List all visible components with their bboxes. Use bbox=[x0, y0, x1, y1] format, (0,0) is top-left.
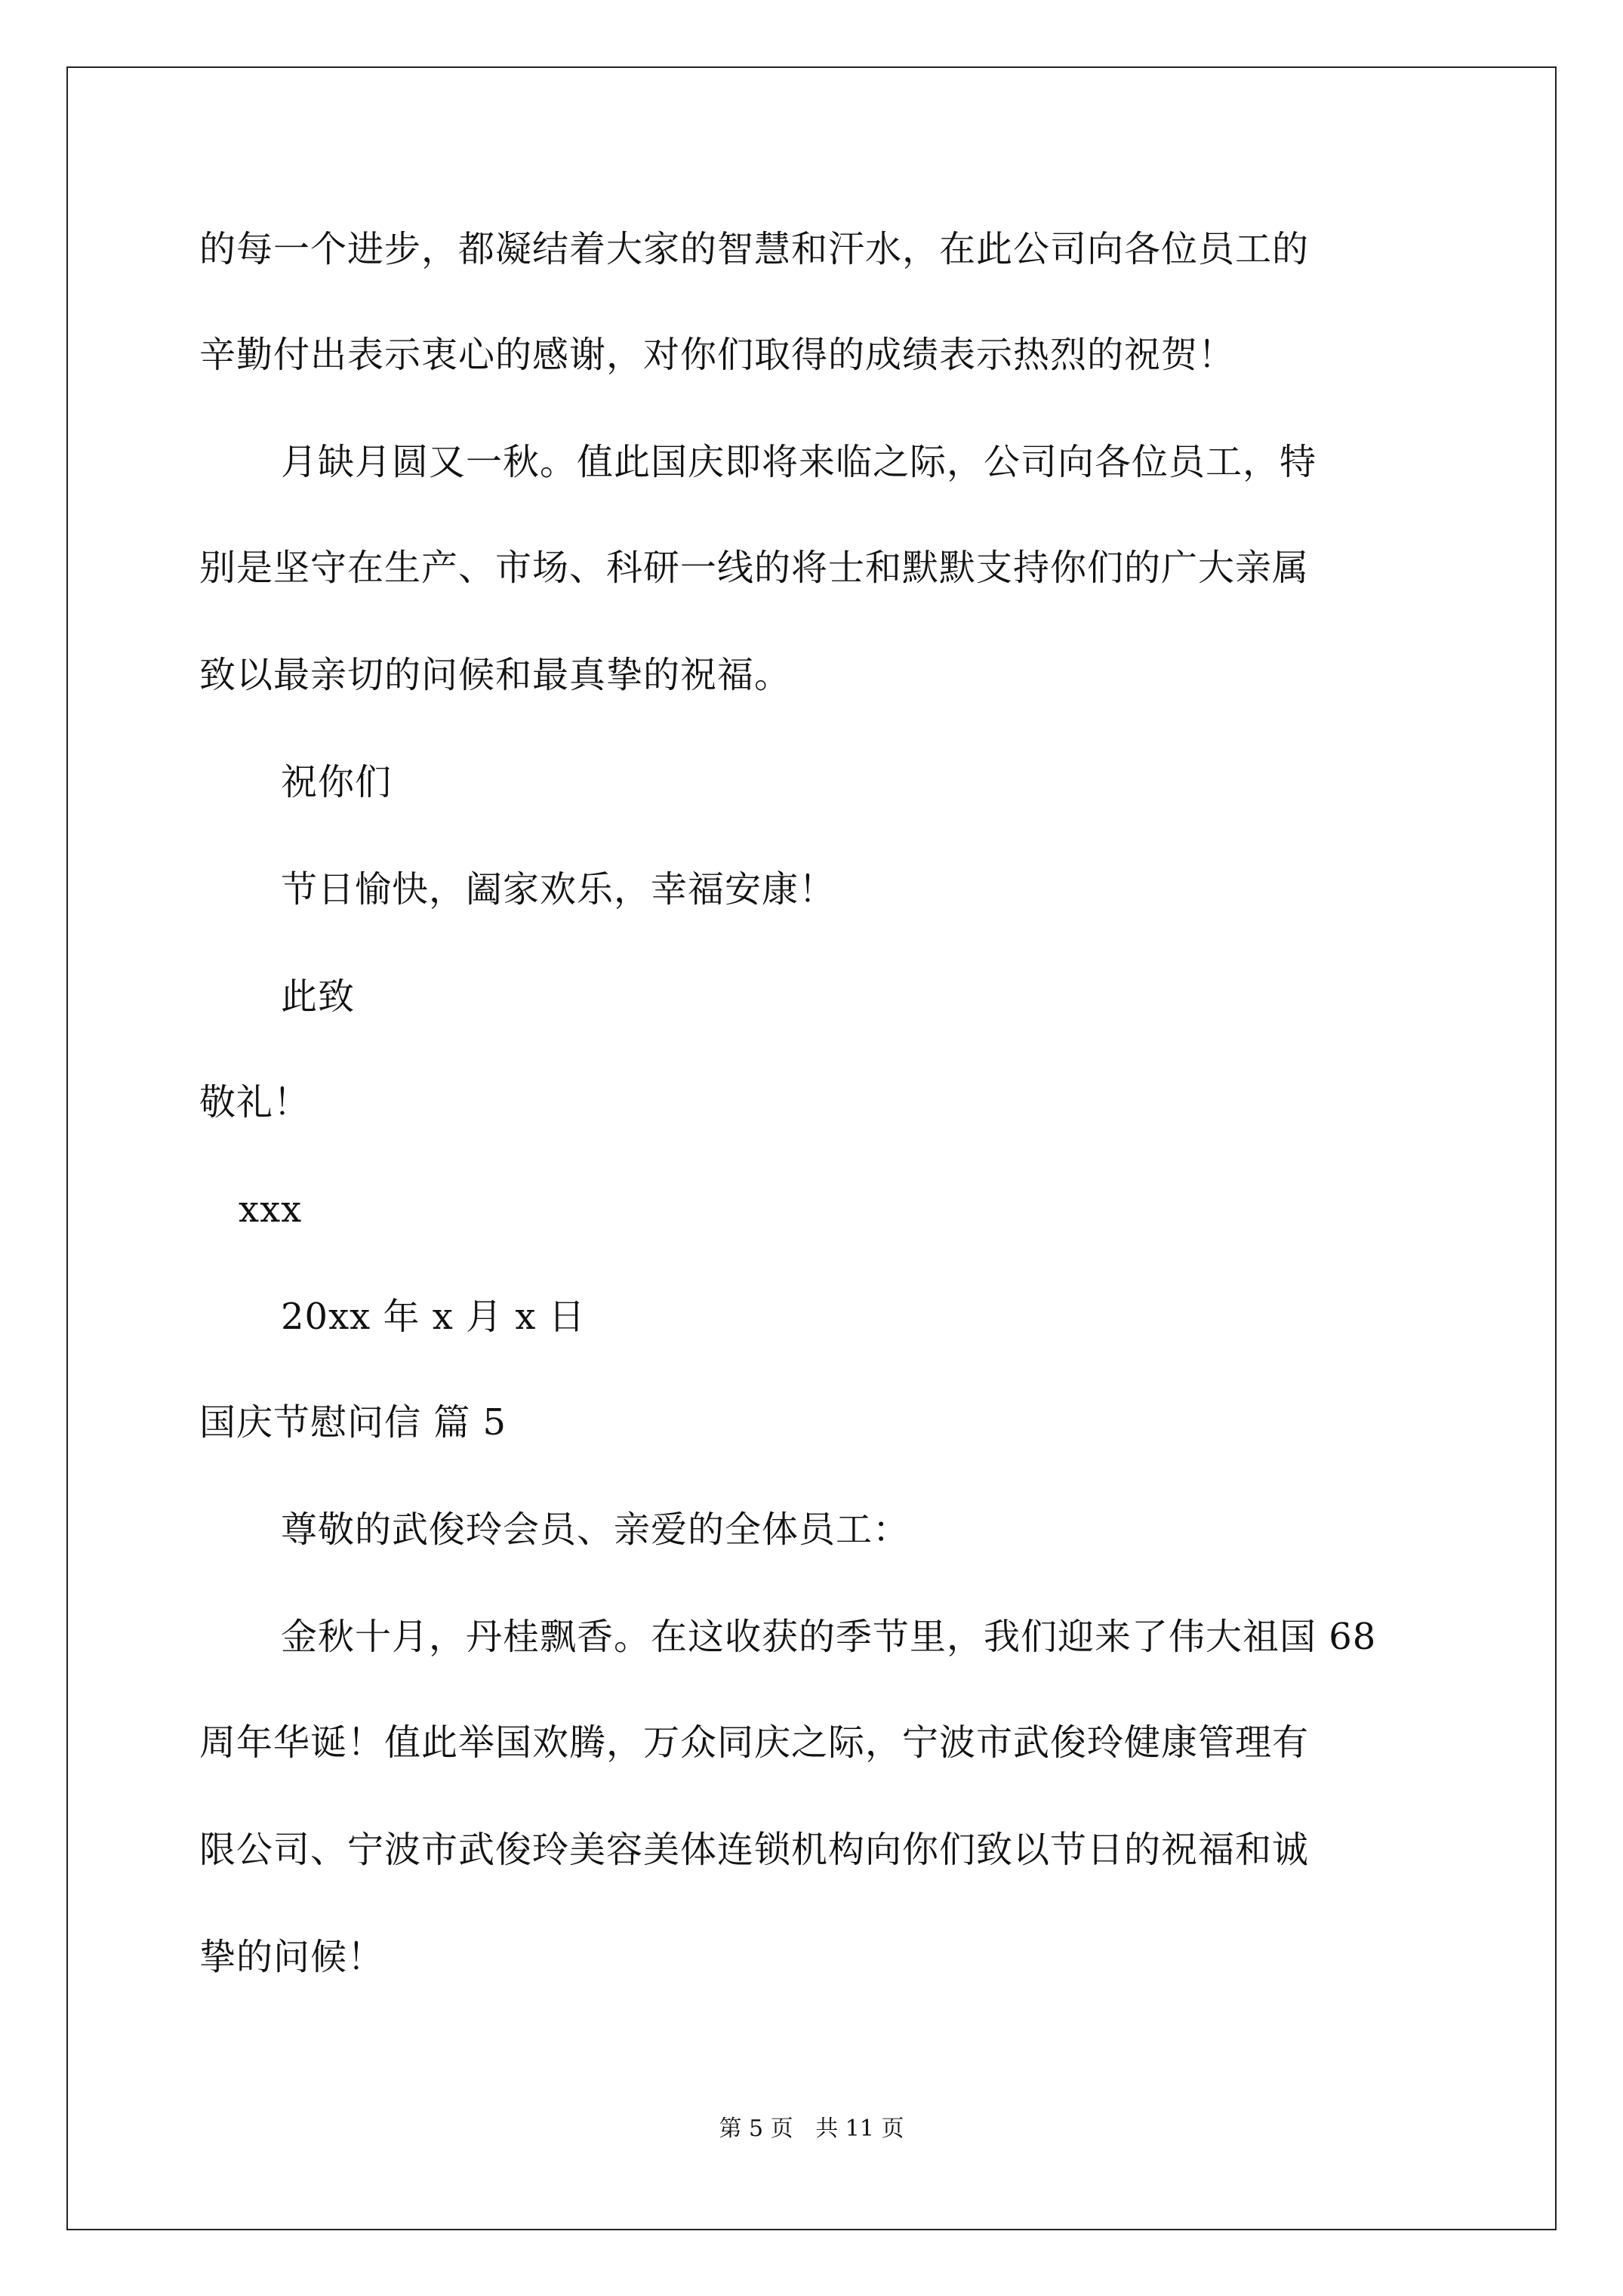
text-line: 限公司、宁波市武俊玲美容美体连锁机构向你们致以节日的祝福和诚 bbox=[199, 1829, 1310, 1871]
section-heading: 国庆节慰问信 篇 5 bbox=[199, 1401, 507, 1444]
page-border bbox=[66, 66, 1557, 2230]
text-line: 的每一个进步，都凝结着大家的智慧和汗水，在此公司向各位员工的 bbox=[199, 228, 1310, 270]
signature-date: 20xx 年 x 月 x 日 bbox=[281, 1296, 586, 1338]
text-line: 祝你们 bbox=[281, 761, 393, 803]
text-line: 金秋十月，丹桂飘香。在这收获的季节里，我们迎来了伟大祖国 68 bbox=[281, 1616, 1377, 1658]
text-line: 别是坚守在生产、市场、科研一线的将士和默默支持你们的广大亲属 bbox=[199, 547, 1310, 589]
page-total: 共 11 页 bbox=[815, 2116, 904, 2142]
text-line: 挚的问候！ bbox=[199, 1936, 385, 1978]
page-footer bbox=[0, 2114, 1623, 2144]
text-line: 辛勤付出表示衷心的感谢，对你们取得的成绩表示热烈的祝贺！ bbox=[199, 334, 1236, 376]
signature-name: xxx bbox=[239, 1188, 303, 1231]
page-number: 第 5 页 bbox=[719, 2116, 793, 2142]
text-line: 此致 bbox=[281, 975, 356, 1018]
text-line: 致以最亲切的问候和最真挚的祝福。 bbox=[199, 654, 792, 696]
text-line: 月缺月圆又一秋。值此国庆即将来临之际，公司向各位员工，特 bbox=[281, 441, 1317, 483]
salutation: 尊敬的武俊玲会员、亲爱的全体员工： bbox=[281, 1509, 910, 1551]
text-line: 敬礼！ bbox=[199, 1081, 311, 1123]
text-line: 节日愉快，阖家欢乐，幸福安康！ bbox=[281, 868, 836, 911]
text-line: 周年华诞！值此举国欢腾，万众同庆之际，宁波市武俊玲健康管理有 bbox=[199, 1721, 1310, 1764]
